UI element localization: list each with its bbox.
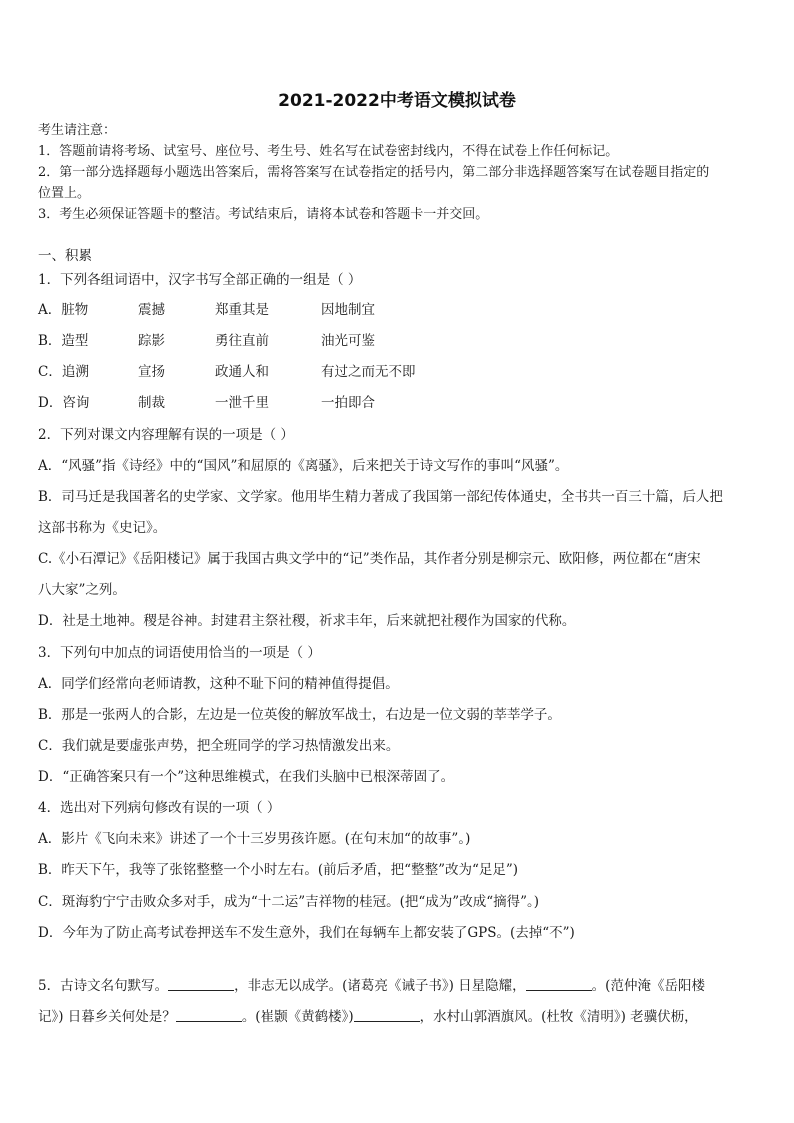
notice-block — [38, 120, 760, 225]
option-line: 八大家”之列。 — [38, 582, 126, 598]
option-word: 因地制宜 — [321, 302, 375, 318]
option-label: A．脏物 — [38, 302, 89, 318]
option-word: 一拍即合 — [321, 395, 375, 411]
q5-text: 。(范仲淹《岳阳楼 — [591, 978, 705, 994]
option-word: 宣扬 — [138, 364, 165, 380]
option-line: A．同学们经常向老师请教，这种不耻下问的精神值得提倡。 — [38, 676, 399, 692]
option-line: B．那是一张两人的合影，左边是一位英俊的解放军战士，右边是一位文弱的莘莘学子。 — [38, 707, 561, 723]
question-stem: 4．选出对下列病句修改有误的一项（ ） — [38, 800, 281, 816]
option-line: C．我们就是要虚张声势，把全班同学的学习热情激发出来。 — [38, 738, 400, 754]
option-line: D．今年为了防止高考试卷押送车不发生意外，我们在每辆车上都安装了GPS。(去掉“不”) — [38, 925, 575, 941]
option-word: 震撼 — [138, 302, 165, 318]
option-line: D．“正确答案只有一个”这种思维模式，在我们头脑中已根深蒂固了。 — [38, 769, 455, 785]
answer-blank[interactable] — [354, 1007, 420, 1022]
option-word: 郑重其是 — [215, 302, 269, 318]
q5-text: 。(崔颢《黄鹤楼》) — [241, 1009, 354, 1025]
q5-text: 记》) 日暮乡关何处是？ — [38, 1009, 176, 1025]
option-line: 这部书称为《史记》。 — [38, 520, 167, 536]
notice-heading: 考生请注意： — [38, 123, 117, 138]
option-word: 油光可鉴 — [321, 333, 375, 349]
option-line: B．昨天下午，我等了张铭整整一个小时左右。(前后矛盾，把“整整”改为“足足”) — [38, 862, 519, 878]
answer-blank[interactable] — [176, 1007, 242, 1022]
question-stem — [38, 976, 760, 996]
option-line: D．社是土地神。稷是谷神。封建君主祭社稷，祈求丰年，后来就把社稷作为国家的代称。 — [38, 613, 576, 629]
option-label: C．追溯 — [38, 364, 89, 380]
q5-text: ，非志无以成学。(诸葛亮《诫子书》) 日星隐耀， — [234, 978, 526, 994]
option-line: B．司马迁是我国著名的史学家、文学家。他用毕生精力著成了我国第一部纪传体通史，全书共一百三十篇，后人把 — [38, 489, 723, 505]
notice-item: 位置上。 — [38, 186, 91, 201]
question-line — [38, 1007, 760, 1027]
question-stem: 1．下列各组词语中，汉字书写全部正确的一组是（ ） — [38, 272, 362, 288]
option-line: C.《小石潭记》《岳阳楼记》属于我国古典文学中的“记”类作品，其作者分别是柳宗元、欧阳修，两位都在“唐宋 — [38, 551, 701, 567]
page-title: 2021-2022中考语文模拟试卷 — [278, 91, 516, 111]
option-word: 有过之而无不即 — [321, 364, 416, 380]
notice-item: 3．考生必须保证答题卡的整洁。考试结束后，请将本试卷和答题卡一并交回。 — [38, 207, 489, 222]
option-label: D．咨询 — [38, 395, 90, 411]
option-word: 政通人和 — [215, 364, 269, 380]
answer-blank[interactable] — [526, 976, 592, 991]
option-word: 踪影 — [138, 333, 165, 349]
option-line: C．斑海豹宁宁击败众多对手，成为“十二运”吉祥物的桂冠。(把“成为”改成“摘得”。) — [38, 894, 540, 910]
option-word: 制裁 — [138, 395, 165, 411]
question-stem: 3．下列句中加点的词语使用恰当的一项是（ ） — [38, 645, 321, 661]
q5-text: 5．古诗文名句默写。 — [38, 978, 169, 994]
question-stem: 2．下列对课文内容理解有误的一项是（ ） — [38, 427, 294, 443]
answer-blank[interactable] — [168, 976, 234, 991]
section-heading: 一、积累 — [38, 248, 92, 264]
notice-item: 2．第一部分选择题每小题选出答案后，需将答案写在试卷指定的括号内，第二部分非选择题答案写在试卷题目指定的 — [38, 165, 710, 180]
option-word: 一泄千里 — [215, 395, 269, 411]
option-word: 勇往直前 — [215, 333, 269, 349]
option-label: B．造型 — [38, 333, 89, 349]
option-line: A．“风骚”指《诗经》中的“国风”和屈原的《离骚》，后来把关于诗文写作的事叫“风骚”。 — [38, 458, 569, 474]
option-line: A．影片《飞向未来》讲述了一个十三岁男孩许愿。(在句末加“的故事”。) — [38, 831, 471, 847]
notice-item: 1．答题前请将考场、试室号、座位号、考生号、姓名写在试卷密封线内，不得在试卷上作任何标记。 — [38, 144, 619, 159]
q5-text: ，水村山郭酒旗风。(杜牧《清明》) 老骥伏枥， — [419, 1009, 698, 1025]
